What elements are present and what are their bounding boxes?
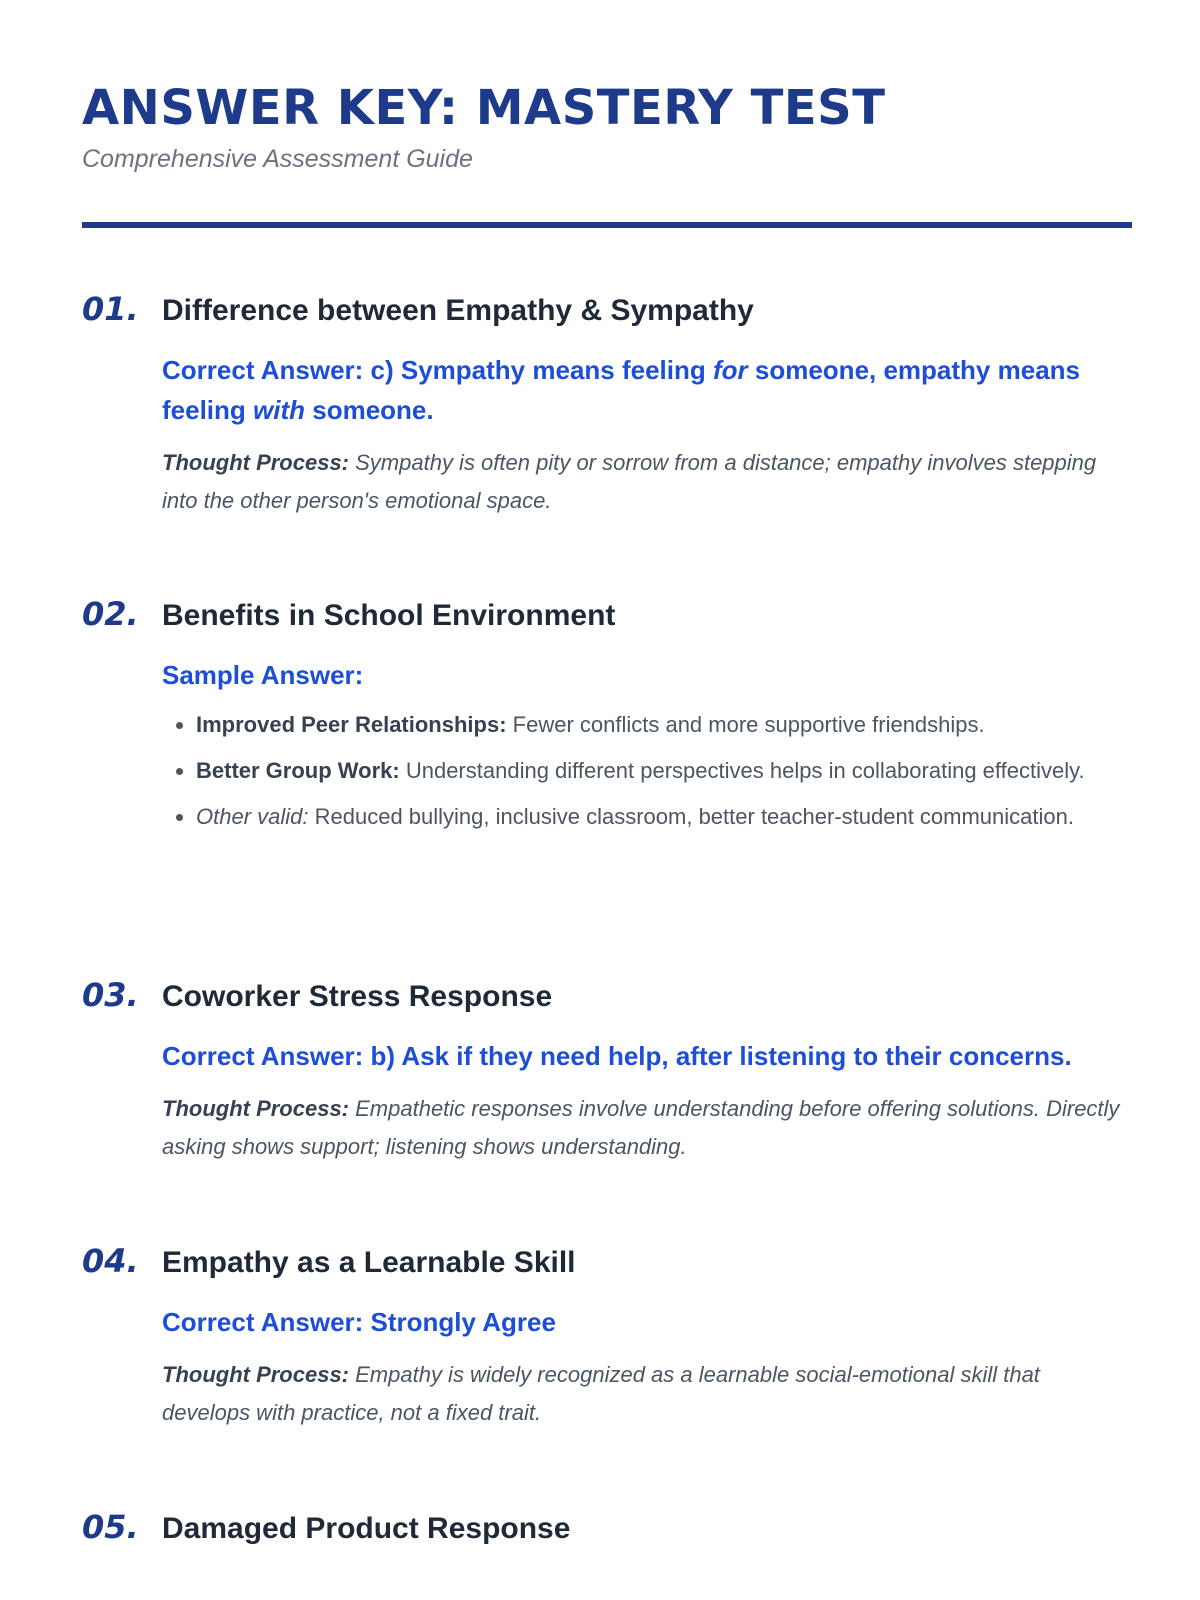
question-3 <box>82 976 1132 1166</box>
question-title: Empathy as a Learnable Skill <box>162 1246 576 1279</box>
question-number: 03. <box>82 976 139 1014</box>
thought-process <box>162 444 1132 520</box>
question-number: 05. <box>82 1508 139 1546</box>
thought-process <box>162 1090 1132 1166</box>
list-item <box>196 801 1132 833</box>
list-item-text: Understanding different perspectives helps in collaborating effectively. <box>399 758 1085 783</box>
question-title: Coworker Stress Response <box>162 980 553 1013</box>
question-number: 01. <box>82 290 139 328</box>
question-5 <box>82 1508 1132 1546</box>
header <box>82 82 1132 174</box>
thought-text: Sympathy is often pity or sorrow from a distance; empathy involves stepping into the other person's emotional space. <box>162 450 1097 513</box>
answer-text: someone, empathy means feeling <box>162 355 1080 425</box>
question-1 <box>82 290 1132 520</box>
correct-answer: Correct Answer: Strongly Agree <box>162 1307 556 1337</box>
answer-text: someone. <box>305 395 434 425</box>
thought-text: Empathetic responses involve understanding before offering solutions. Directly asking shows support; listening shows understanding. <box>162 1096 1120 1159</box>
question-title: Difference between Empathy & Sympathy <box>162 294 754 327</box>
answer-list <box>162 709 1132 833</box>
list-item-label: Improved Peer Relationships: <box>196 712 507 737</box>
question-number: 04. <box>82 1242 139 1280</box>
answer-emphasis: for <box>712 355 748 385</box>
list-item-text: Fewer conflicts and more supportive friendships. <box>506 712 985 737</box>
sample-answer-label: Sample Answer: <box>162 660 364 690</box>
thought-label: Thought Process: <box>162 1362 350 1387</box>
correct-answer <box>162 350 1132 430</box>
list-item-label: Better Group Work: <box>196 758 400 783</box>
list-item-label: Other valid: <box>196 804 309 829</box>
list-item <box>196 709 1132 741</box>
answer-text: Correct Answer: c) Sympathy means feeling <box>162 355 713 385</box>
list-item-text: Reduced bullying, inclusive classroom, better teacher-student communication. <box>308 804 1074 829</box>
question-title: Damaged Product Response <box>162 1512 571 1545</box>
question-number: 02. <box>82 595 139 633</box>
question-2 <box>82 595 1132 847</box>
page-subtitle: Comprehensive Assessment Guide <box>82 144 473 173</box>
answer-emphasis: with <box>253 395 306 425</box>
list-item <box>196 755 1132 787</box>
question-4 <box>82 1242 1132 1432</box>
correct-answer: Correct Answer: b) Ask if they need help, after listening to their concerns. <box>162 1041 1072 1071</box>
thought-label: Thought Process: <box>162 1096 350 1121</box>
page-title: ANSWER KEY: MASTERY TEST <box>82 80 886 136</box>
header-divider <box>82 222 1132 228</box>
thought-text: Empathy is widely recognized as a learnable social-emotional skill that develops with practice, not a fixed trait. <box>162 1362 1040 1425</box>
thought-label: Thought Process: <box>162 450 350 475</box>
thought-process <box>162 1356 1132 1432</box>
question-title: Benefits in School Environment <box>162 599 616 632</box>
